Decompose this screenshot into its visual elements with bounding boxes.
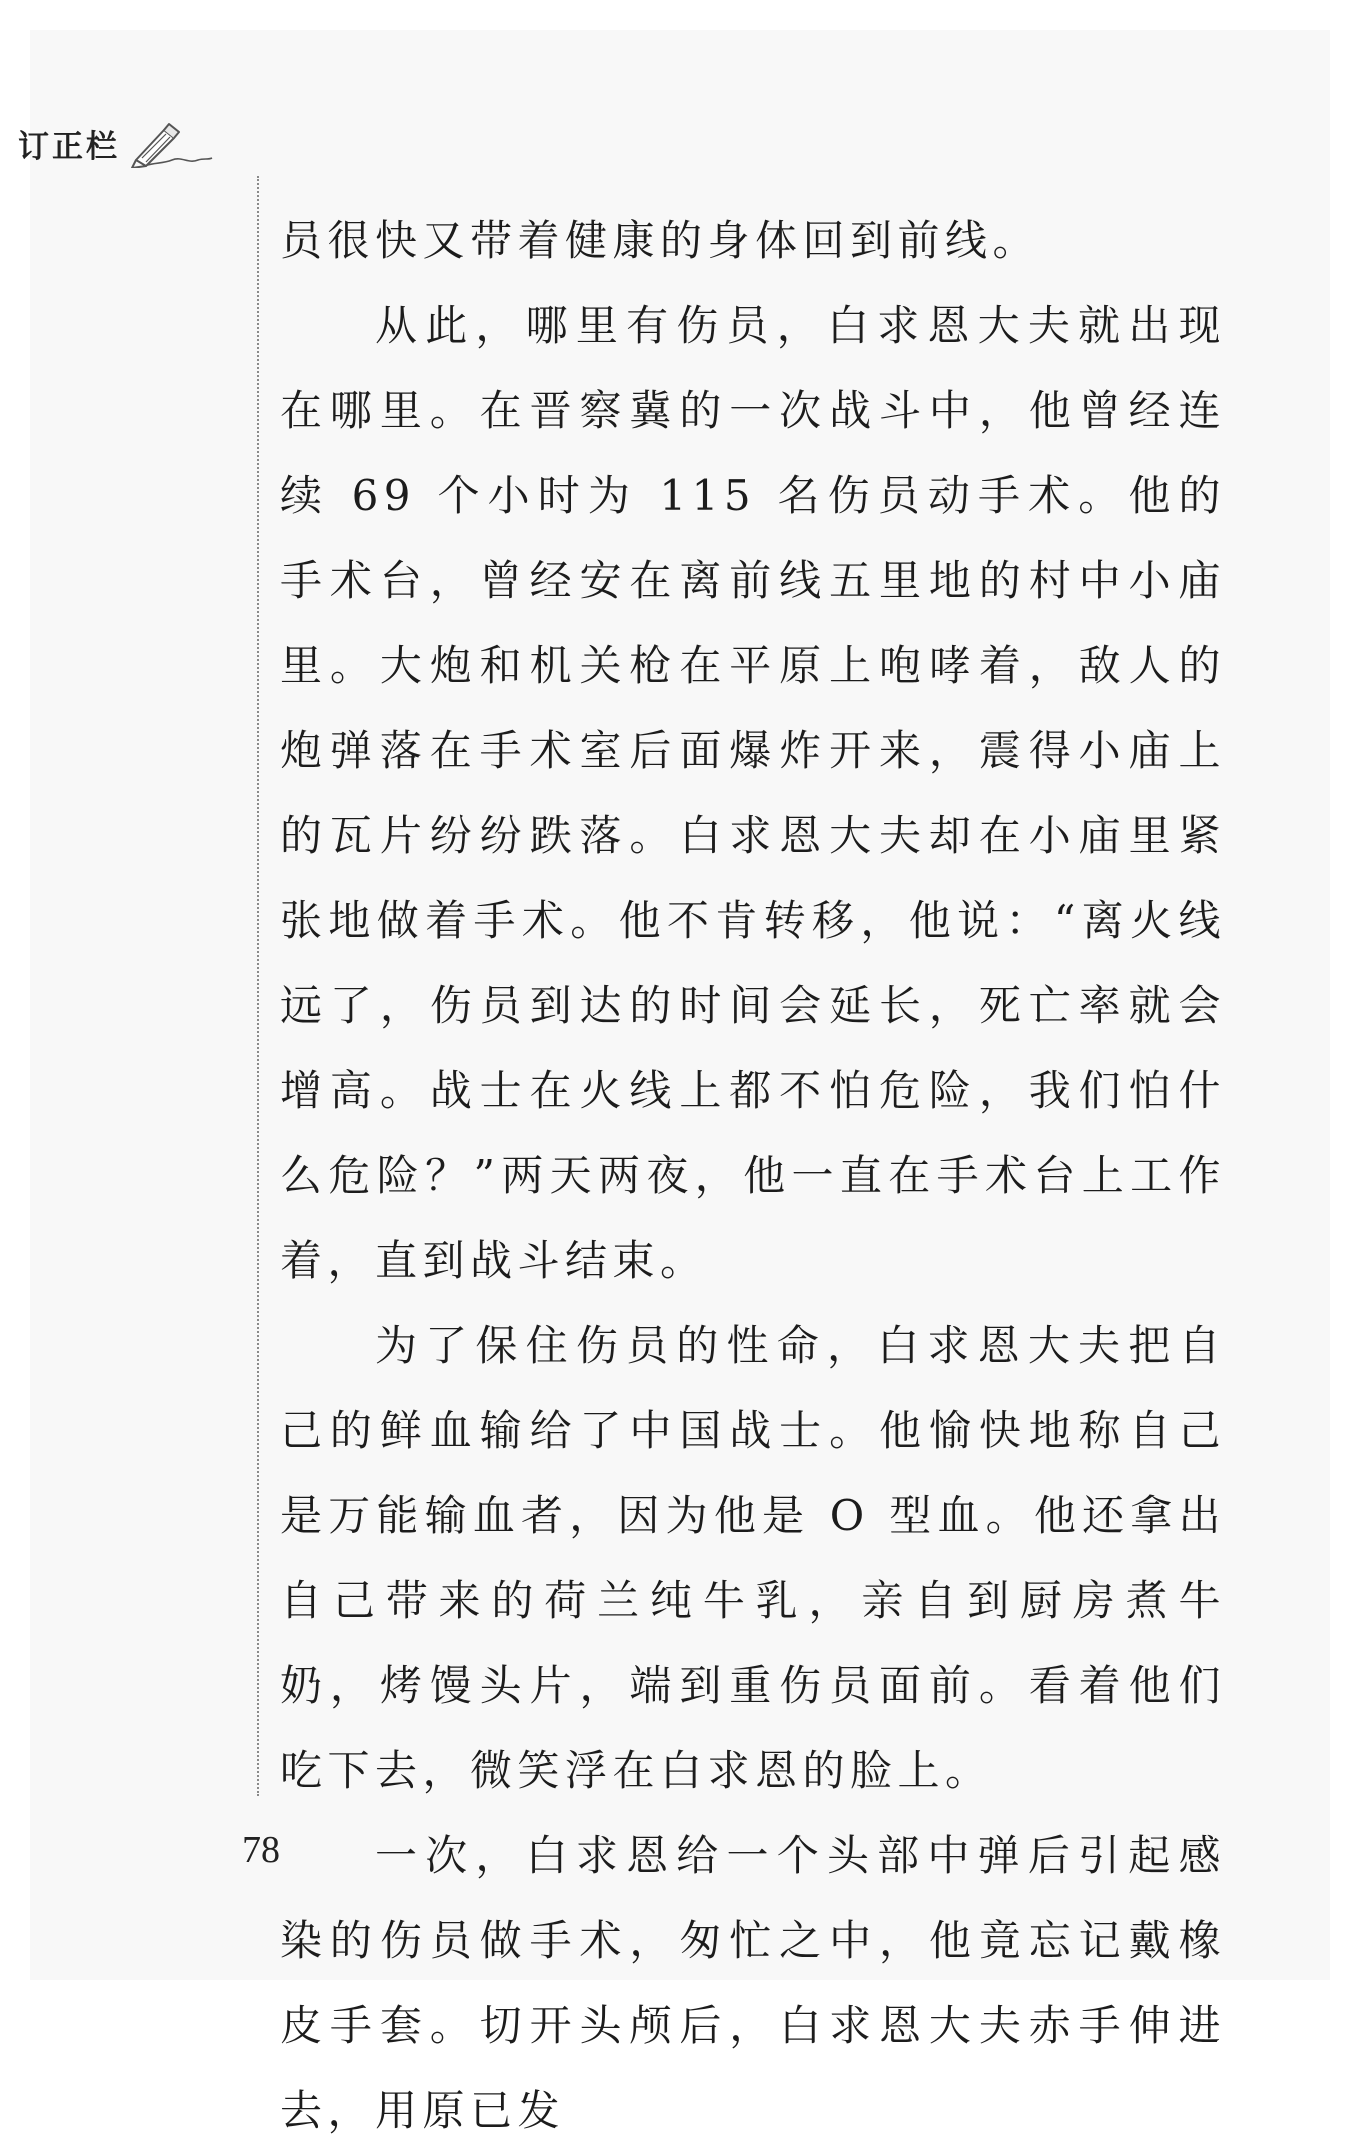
margin-divider xyxy=(257,176,259,1796)
correction-column-header xyxy=(18,118,214,168)
pencil-icon xyxy=(124,118,214,168)
paragraph-1: 员很快又带着健康的身体回到前线。 xyxy=(280,216,1041,265)
correction-column-label: 订正栏 xyxy=(18,128,120,165)
article-body xyxy=(280,198,1226,2153)
paragraph-3: 为了保住伤员的性命，白求恩大夫把自己的鲜血输给了中国战士。他愉快地称自己是万能输血者，因为他是 O 型血。他还拿出自己带来的荷兰纯牛乳，亲自到厨房煮牛奶，烤馒头片，端到重伤员面前。看着他们吃下去，微笑浮在白求恩的脸上。 xyxy=(280,1321,1226,1795)
paragraph-2: 从此，哪里有伤员，白求恩大夫就出现在哪里。在晋察冀的一次战斗中，他曾经连续 69 个小时为 115 名伤员动手术。他的手术台，曾经安在离前线五里地的村中小庙里。大炮和机关枪在平原上咆哮着，敌人的炮弹落在手术室后面爆炸开来，震得小庙上的瓦片纷纷跌落。白求恩大夫却在小庙里紧张地做着手术。他不肯转移，他说：“离火线远了，伤员到达的时间会延长，死亡率就会增高。战士在火线上都不怕危险，我们怕什么危险？”两天两夜，他一直在手术台上工作着，直到战斗结束。 xyxy=(280,301,1226,1285)
page-number: 78 xyxy=(242,1829,280,1871)
paragraph-4: 一次，白求恩给一个头部中弹后引起感染的伤员做手术，匆忙之中，他竟忘记戴橡皮手套。切开头颅后，白求恩大夫赤手伸进去，用原已发 xyxy=(280,1831,1226,2135)
